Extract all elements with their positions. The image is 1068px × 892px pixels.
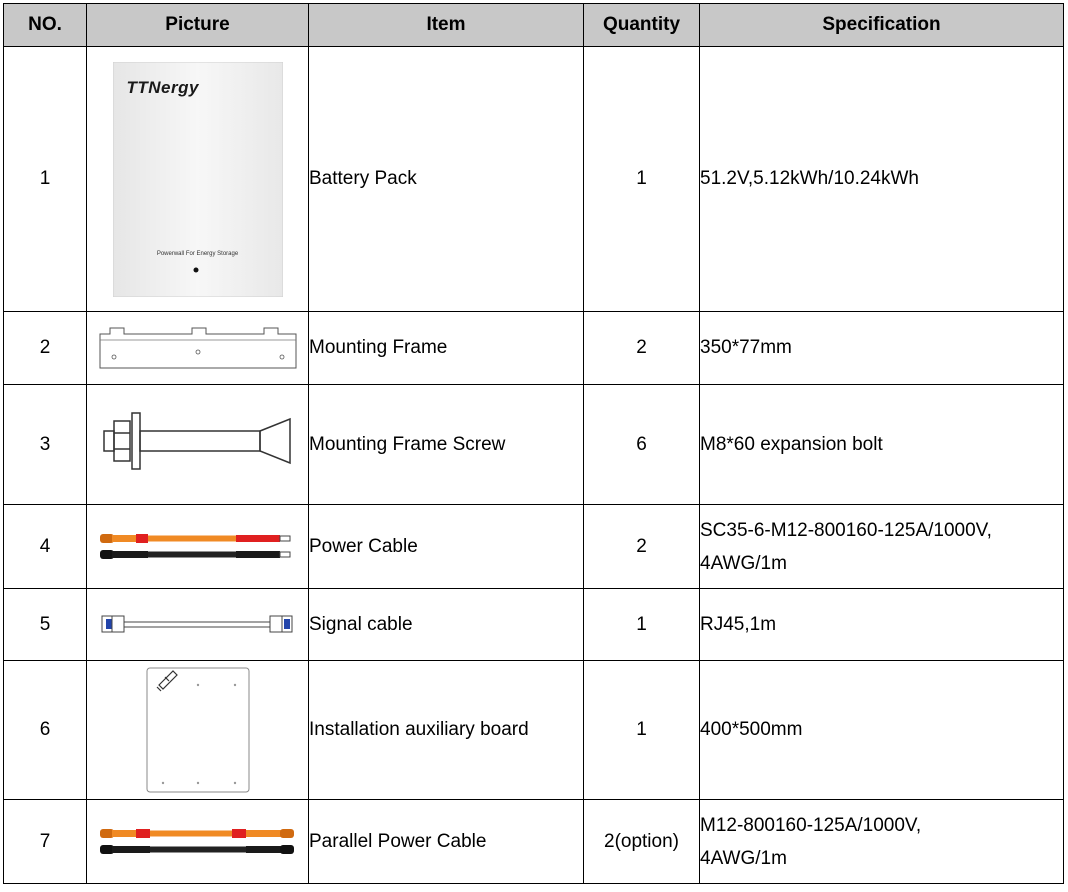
table-row xyxy=(4,312,1064,385)
auxiliary-board-image xyxy=(143,665,253,795)
spec-line: SC35-6-M12-800160-125A/1000V, xyxy=(700,519,992,541)
row-number: 2 xyxy=(4,312,87,385)
header-no: NO. xyxy=(4,4,87,47)
item-name: Signal cable xyxy=(309,589,584,661)
header-picture: Picture xyxy=(87,4,309,47)
table-row xyxy=(4,661,1064,800)
quantity: 2(option) xyxy=(584,800,700,884)
parallel-power-cable-image xyxy=(98,822,298,862)
quantity: 1 xyxy=(584,589,700,661)
table-row xyxy=(4,385,1064,505)
quantity: 1 xyxy=(584,47,700,312)
picture-cell xyxy=(87,800,309,884)
header-item: Item xyxy=(309,4,584,47)
table-row xyxy=(4,505,1064,589)
specification xyxy=(700,800,1064,884)
battery-caption: Powerwall For Energy Storage xyxy=(156,250,239,257)
row-number: 4 xyxy=(4,505,87,589)
specification: M8*60 expansion bolt xyxy=(700,385,1064,505)
specification: 400*500mm xyxy=(700,661,1064,800)
picture-cell xyxy=(87,505,309,589)
quantity: 2 xyxy=(584,312,700,385)
row-number: 6 xyxy=(4,661,87,800)
signal-cable-image xyxy=(98,610,298,640)
quantity: 2 xyxy=(584,505,700,589)
item-name: Mounting Frame Screw xyxy=(309,385,584,505)
quantity: 6 xyxy=(584,385,700,505)
item-name: Battery Pack xyxy=(309,47,584,312)
item-name: Parallel Power Cable xyxy=(309,800,584,884)
header-row xyxy=(4,4,1064,47)
row-number: 1 xyxy=(4,47,87,312)
row-number: 7 xyxy=(4,800,87,884)
header-quantity: Quantity xyxy=(584,4,700,47)
picture-cell xyxy=(87,312,309,385)
picture-cell xyxy=(87,47,309,312)
specification xyxy=(700,505,1064,589)
packing-list-table xyxy=(3,3,1064,884)
spec-line: M12-800160-125A/1000V, xyxy=(700,814,922,836)
specification: 51.2V,5.12kWh/10.24kWh xyxy=(700,47,1064,312)
spec-line: 4AWG/1m xyxy=(700,847,787,869)
row-number: 5 xyxy=(4,589,87,661)
spec-line: 4AWG/1m xyxy=(700,552,787,574)
picture-cell xyxy=(87,661,309,800)
battery-pack-image xyxy=(113,62,283,297)
table-row xyxy=(4,800,1064,884)
battery-logo: TTNergy xyxy=(126,77,199,97)
row-number: 3 xyxy=(4,385,87,505)
item-name: Installation auxiliary board xyxy=(309,661,584,800)
picture-cell xyxy=(87,589,309,661)
quantity: 1 xyxy=(584,661,700,800)
table-row xyxy=(4,47,1064,312)
table-row xyxy=(4,589,1064,661)
header-specification: Specification xyxy=(700,4,1064,47)
specification: 350*77mm xyxy=(700,312,1064,385)
power-cable-image xyxy=(98,527,298,567)
expansion-bolt-image xyxy=(98,405,298,485)
specification: RJ45,1m xyxy=(700,589,1064,661)
item-name: Mounting Frame xyxy=(309,312,584,385)
mounting-frame-image xyxy=(98,324,298,372)
picture-cell xyxy=(87,385,309,505)
item-name: Power Cable xyxy=(309,505,584,589)
